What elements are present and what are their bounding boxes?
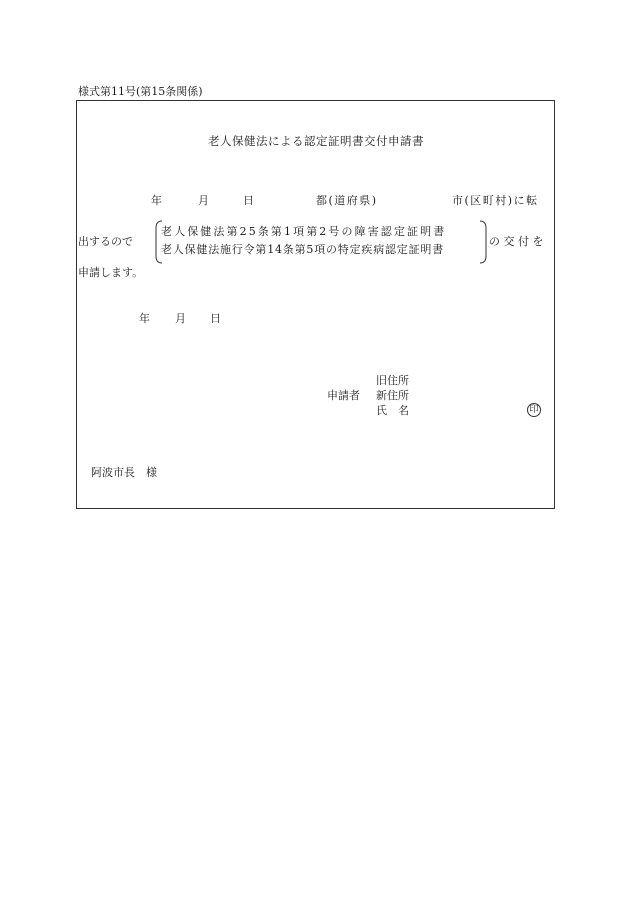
to-city-label: 市(区町村)に転	[452, 194, 539, 207]
moved-out-text: 出するので	[78, 235, 133, 248]
sign-month-label: 月	[175, 312, 186, 325]
old-address-label: 旧住所	[376, 374, 409, 387]
form-number-label: 様式第11号(第15条関係)	[78, 85, 203, 98]
apply-text: 申請します。	[78, 266, 144, 279]
transfer-year-label: 年	[151, 194, 162, 207]
issue-text: の 交 付 を	[489, 235, 544, 248]
certificate-options	[161, 223, 446, 259]
name-label: 氏 名	[376, 404, 409, 417]
form-frame	[76, 100, 555, 509]
seal-mark: 印	[527, 403, 541, 417]
sign-day-label: 日	[210, 312, 221, 325]
sign-year-label: 年	[139, 312, 150, 325]
form-title: 老人保健法による認定証明書交付申請書	[208, 134, 424, 148]
certificate-option-disability: 老人保健法第25条第1項第2号の障害認定証明書	[161, 225, 447, 238]
transfer-month-label: 月	[198, 194, 209, 207]
certificate-option-specific-disease: 老人保健法施行令第14条第5項の特定疾病認定証明書	[161, 243, 444, 256]
right-brace	[479, 220, 487, 264]
new-address-label: 新住所	[376, 389, 409, 402]
from-prefecture-label: 都(道府県)	[316, 194, 378, 207]
transfer-day-label: 日	[243, 194, 254, 207]
addressee: 阿波市長 様	[91, 466, 157, 479]
applicant-label: 申請者	[327, 389, 360, 402]
